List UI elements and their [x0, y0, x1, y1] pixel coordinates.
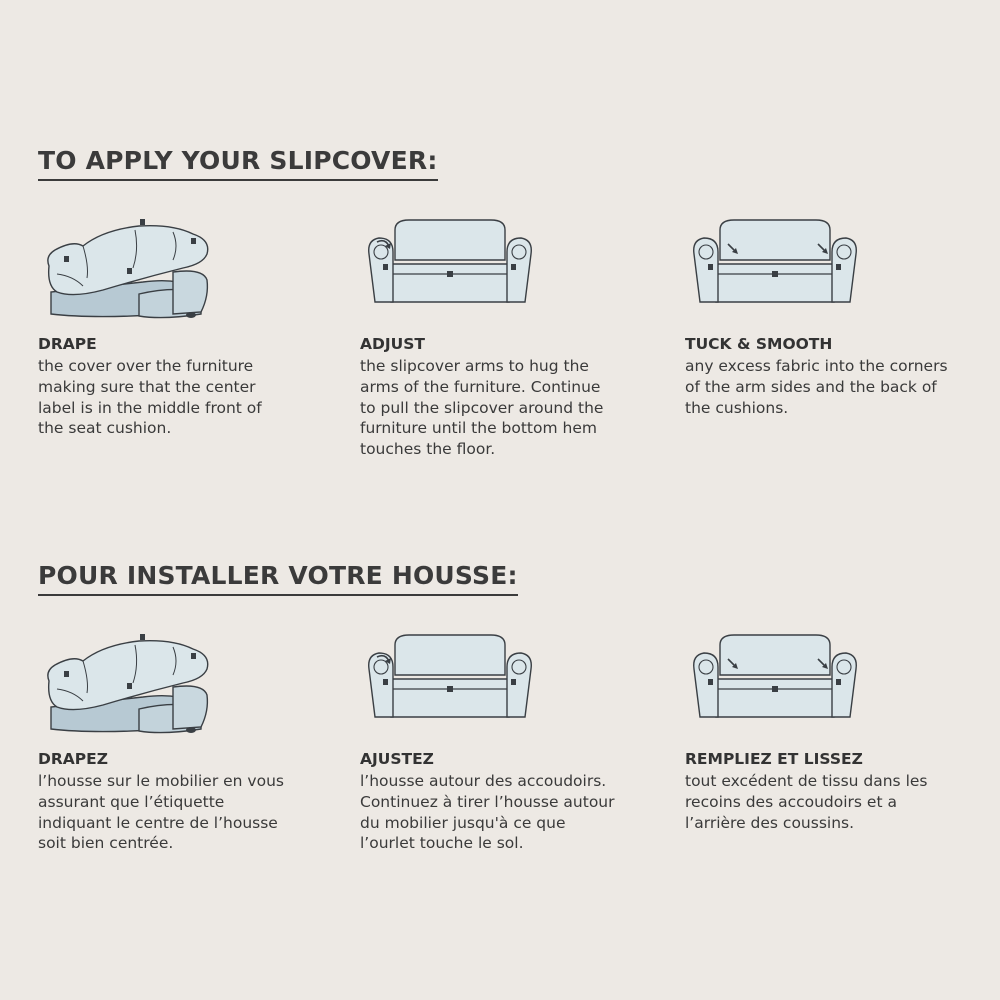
draped-sofa-icon [38, 216, 218, 326]
step-description: l’housse sur le mobilier en vous assurant que l’étiquette indiquant le centre de l’housse soit bien centrée. [38, 772, 284, 853]
step-ajustez [360, 561, 660, 881]
section-heading: POUR INSTALLER VOTRE HOUSSE: [38, 561, 518, 596]
step-title: REMPLIEZ ET LISSEZ [685, 750, 863, 768]
step-adjust [360, 146, 660, 466]
step-drape [38, 146, 338, 466]
step-title: TUCK & SMOOTH [685, 335, 833, 353]
step-rempliez-et-lissez [685, 561, 985, 881]
step-description: the slipcover arms to hug the arms of the furniture. Continue to pull the slipcover around the furniture until the bottom hem touches the floor. [360, 357, 604, 459]
section-heading: TO APPLY YOUR SLIPCOVER: [38, 146, 438, 181]
draped-sofa-icon [38, 631, 218, 741]
step-description: l’housse autour des accoudoirs. Continuez à tirer l’housse autour du mobilier jusqu'à ce que l’ourlet touche le sol. [360, 772, 615, 853]
sofa-tuck-icon [685, 216, 865, 326]
step-title: AJUSTEZ [360, 750, 434, 768]
step-description: tout excédent de tissu dans les recoins des accoudoirs et a l’arrière des coussins. [685, 772, 928, 832]
step-title: ADJUST [360, 335, 425, 353]
step-title: DRAPEZ [38, 750, 108, 768]
step-tuck-smooth [685, 146, 985, 466]
step-drapez [38, 561, 338, 881]
step-description: the cover over the furniture making sure that the center label is in the middle front of the seat cushion. [38, 357, 262, 438]
sofa-arm-adjust-icon [360, 631, 540, 741]
step-title: DRAPE [38, 335, 97, 353]
sofa-tuck-icon [685, 631, 865, 741]
step-description: any excess fabric into the corners of the arm sides and the back of the cushions. [685, 357, 948, 417]
sofa-arm-adjust-icon [360, 216, 540, 326]
